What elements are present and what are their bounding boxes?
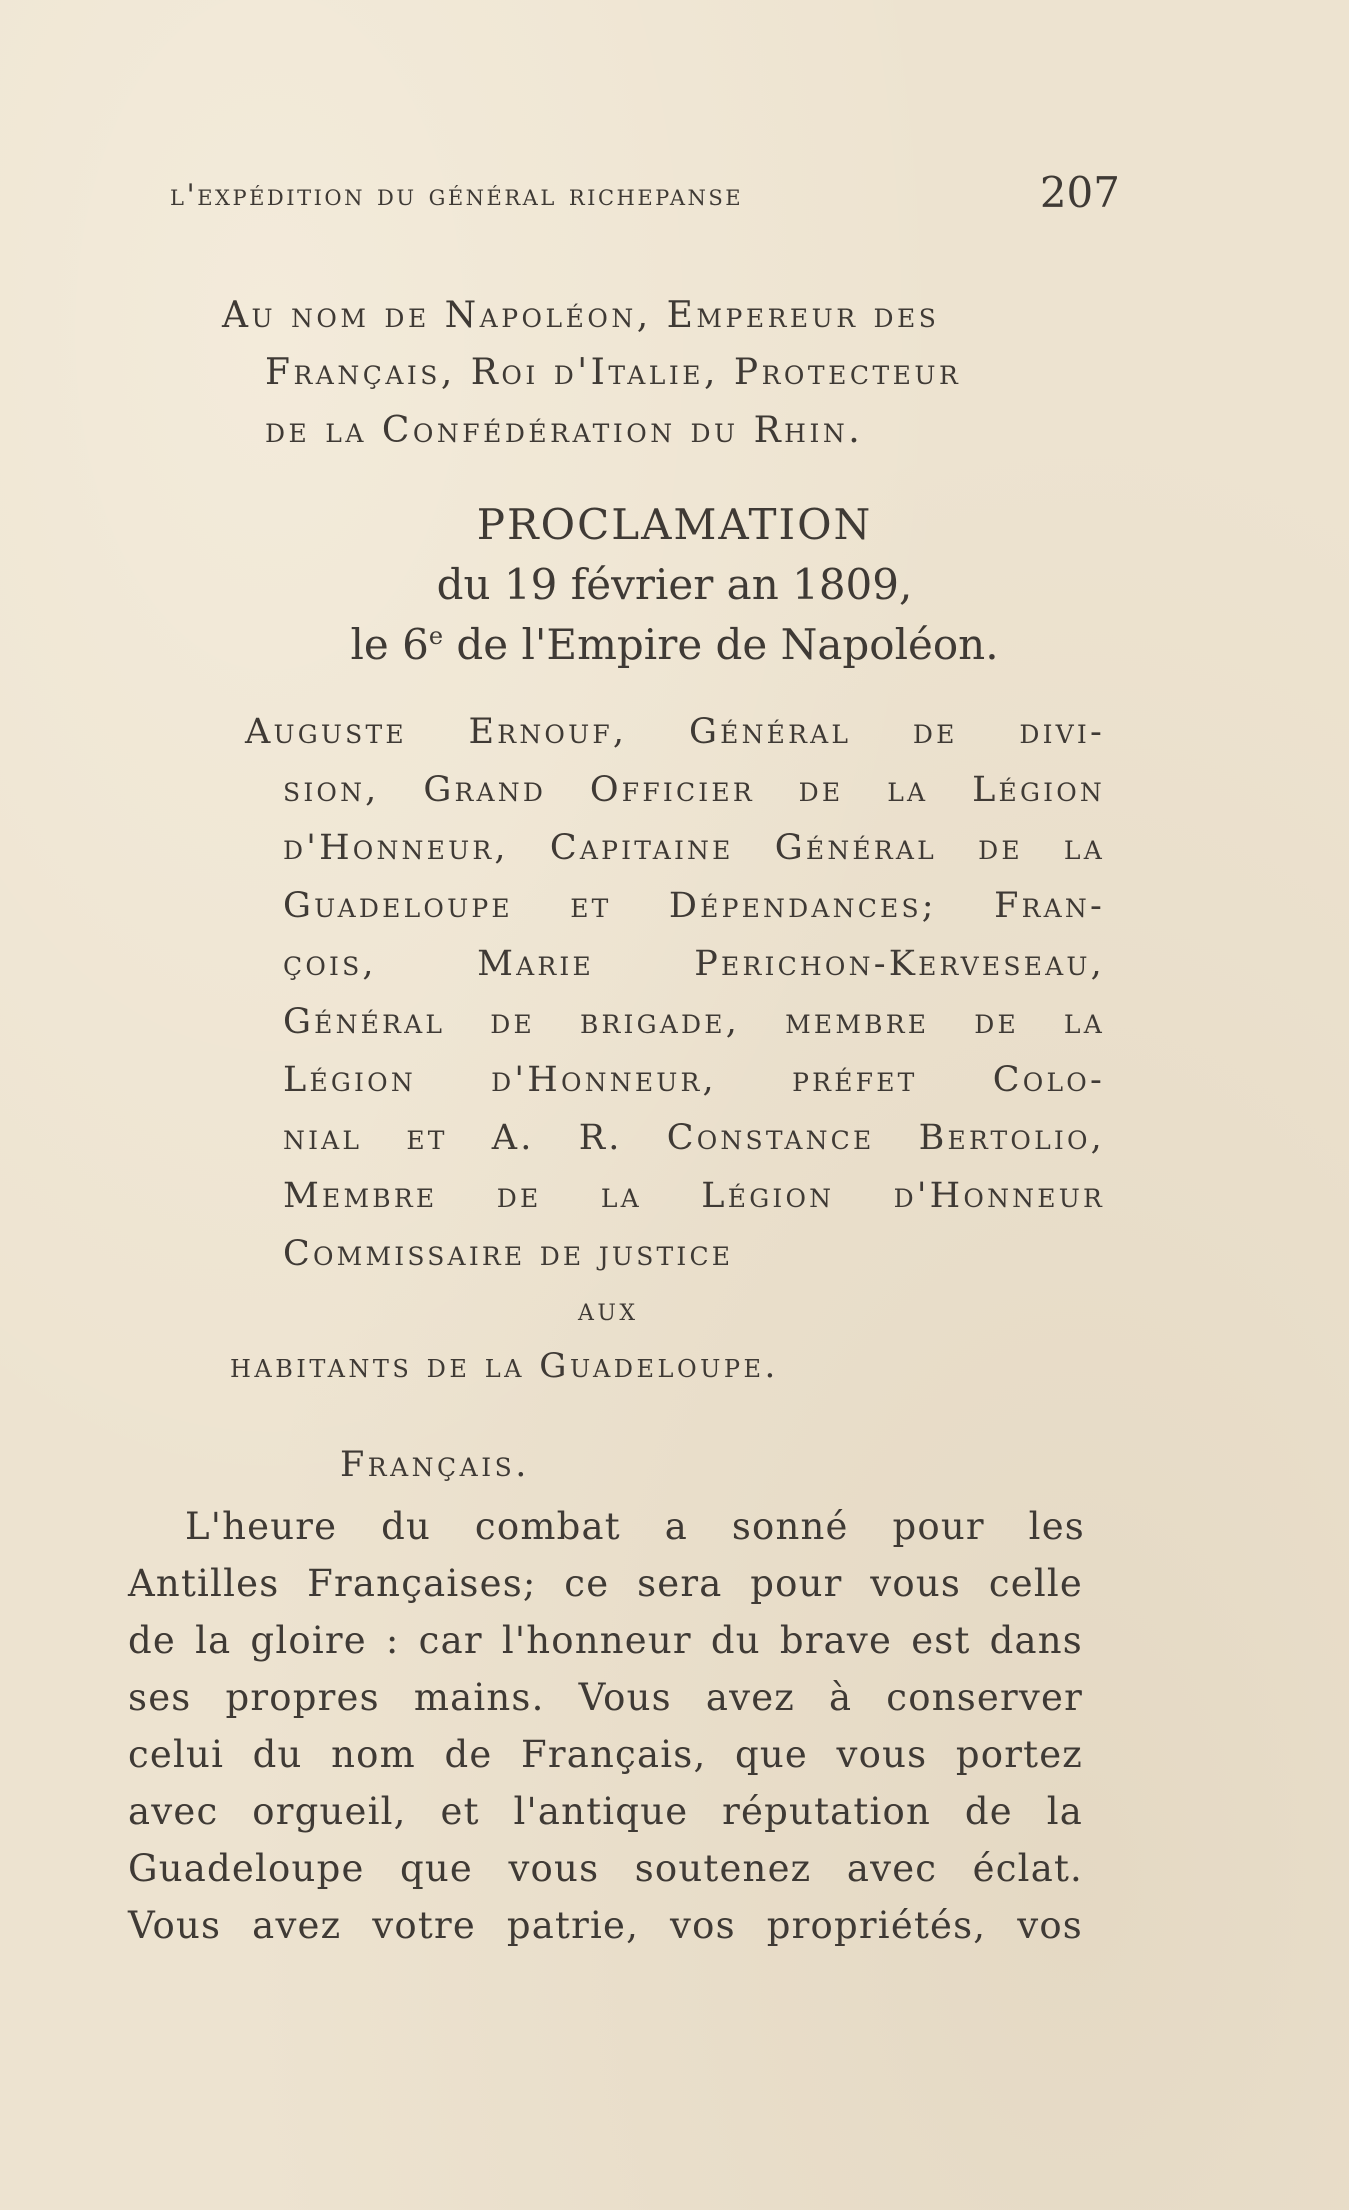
body-line: Guadeloupe que vous soutenez avec éclat. (128, 1847, 1083, 1890)
authors-line: Membre de la Légion d'Honneur (283, 1176, 1105, 1216)
address-line: de la Confédération du Rhin. (265, 410, 864, 451)
authors-line: çois, Marie Perichon-Kerveseau, (283, 944, 1105, 984)
addressee-habitants: habitants de la Guadeloupe. (230, 1346, 779, 1386)
body-line: de la gloire : car l'honneur du brave est dans (128, 1619, 1083, 1662)
body-line: Vous avez votre patrie, vos propriétés, vos (128, 1904, 1083, 1947)
authors-line: Légion d'Honneur, préfet Colo- (283, 1060, 1105, 1100)
page-number: 207 (1039, 168, 1120, 217)
addressee-aux: aux (578, 1290, 639, 1328)
authors-line: Commissaire de justice (283, 1234, 734, 1274)
proclamation-era: le 6e de l'Empire de Napoléon. (350, 620, 999, 669)
body-line: avec orgueil, et l'antique réputation de la (128, 1790, 1083, 1833)
authors-line: Guadeloupe et Dépendances; Fran- (283, 886, 1105, 926)
authors-line: nial et A. R. Constance Bertolio, (283, 1118, 1105, 1158)
body-line: Antilles Françaises; ce sera pour vous celle (128, 1562, 1083, 1605)
address-line: Au nom de Napoléon, Empereur des (222, 295, 940, 336)
authors-line: sion, Grand Officier de la Légion (283, 770, 1105, 810)
authors-line: Auguste Ernouf, Général de divi- (245, 712, 1105, 752)
body-line: ses propres mains. Vous avez à conserver (128, 1676, 1083, 1719)
running-title: l'expédition du général richepanse (170, 178, 744, 213)
authors-line: Général de brigade, membre de la (283, 1002, 1105, 1042)
running-head (170, 168, 1120, 218)
proclamation-title: PROCLAMATION (476, 500, 873, 549)
authors-line: d'Honneur, Capitaine Général de la (283, 828, 1105, 868)
body-line: L'heure du combat a sonné pour les (185, 1505, 1085, 1548)
salutation: Français. (340, 1445, 530, 1485)
proclamation-date: du 19 février an 1809, (436, 560, 913, 609)
address-line: Français, Roi d'Italie, Protecteur (265, 352, 962, 393)
body-line: celui du nom de Français, que vous portez (128, 1733, 1083, 1776)
